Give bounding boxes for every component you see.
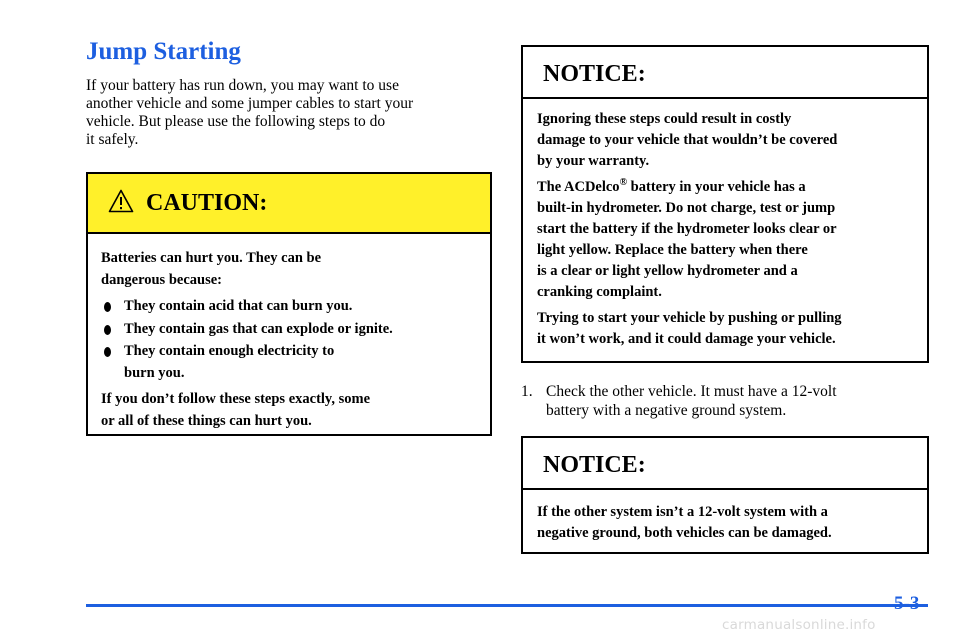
- notice-line: is a clear or light yellow hydrometer and a: [537, 263, 798, 279]
- step-line: battery with a negative ground system.: [546, 402, 787, 419]
- notice-title: NOTICE:: [543, 61, 646, 87]
- page-number: 5-3: [894, 593, 920, 614]
- intro-line: vehicle. But please use the following steps to do: [86, 113, 386, 130]
- notice-line-rest: battery in your vehicle has a: [627, 179, 806, 195]
- notice-paragraph: [537, 109, 927, 172]
- step-1: [521, 382, 929, 420]
- notice-paragraph: [537, 177, 927, 303]
- caution-body: [88, 234, 490, 432]
- intro-line: it safely.: [86, 131, 139, 148]
- step-text: [546, 382, 929, 420]
- notice-line: Trying to start your vehicle by pushing or pulling: [537, 310, 842, 326]
- registered-mark: ®: [619, 177, 628, 189]
- caution-lead-line: dangerous because:: [101, 271, 222, 288]
- notice-paragraph: [537, 308, 927, 350]
- notice-header: [523, 47, 927, 99]
- intro-paragraph: [86, 77, 486, 149]
- caution-header: [88, 174, 490, 234]
- notice-box-battery: [521, 45, 929, 363]
- caution-bullet-list: [101, 296, 490, 384]
- brand-name: The ACDelco: [537, 179, 620, 195]
- intro-line: If your battery has run down, you may want to use: [86, 77, 399, 94]
- step-number: 1.: [521, 383, 533, 400]
- notice-line: built-in hydrometer. Do not charge, test or jump: [537, 200, 836, 216]
- notice-title: NOTICE:: [543, 452, 646, 478]
- caution-box: [86, 172, 492, 436]
- caution-bullet-text: They contain acid that can burn you.: [124, 298, 353, 314]
- notice-line: Ignoring these steps could result in costly: [537, 111, 792, 127]
- notice-line: it won’t work, and it could damage your vehicle.: [537, 331, 836, 347]
- caution-closing-line: or all of these things can hurt you.: [101, 412, 312, 429]
- notice-line: cranking complaint.: [537, 284, 662, 300]
- caution-bullet: [101, 296, 490, 318]
- notice-line: If the other system isn’t a 12-volt system with a: [537, 504, 828, 520]
- caution-bullet: [101, 319, 490, 341]
- notice-line: damage to your vehicle that wouldn’t be covered: [537, 132, 838, 148]
- footer-rule: [86, 604, 928, 607]
- watermark: carmanualsonline.info: [722, 617, 876, 633]
- caution-bullet-text: They contain enough electricity to: [124, 343, 335, 359]
- caution-lead-line: Batteries can hurt you. They can be: [101, 250, 322, 266]
- page-heading: Jump Starting: [86, 38, 241, 65]
- caution-closing-line: If you don’t follow these steps exactly, some: [101, 391, 371, 407]
- notice-body: [523, 99, 927, 350]
- caution-bullet: [101, 341, 490, 384]
- caution-bullet-text: burn you.: [124, 364, 185, 381]
- warning-triangle-icon: [108, 189, 134, 213]
- intro-line: another vehicle and some jumper cables to start your: [86, 95, 414, 112]
- notice-box-ground: [521, 436, 929, 554]
- notice-line: by your warranty.: [537, 153, 650, 169]
- notice-line: start the battery if the hydrometer looks clear or: [537, 221, 837, 237]
- notice-header: [523, 438, 927, 490]
- step-line: Check the other vehicle. It must have a 12-volt: [546, 383, 837, 400]
- notice-body: [523, 490, 927, 544]
- notice-line: negative ground, both vehicles can be damaged.: [537, 525, 832, 541]
- notice-line: light yellow. Replace the battery when there: [537, 242, 808, 258]
- caution-bullet-text: They contain gas that can explode or ignite.: [124, 320, 393, 337]
- notice-line: [537, 177, 927, 198]
- caution-title: CAUTION:: [146, 190, 268, 216]
